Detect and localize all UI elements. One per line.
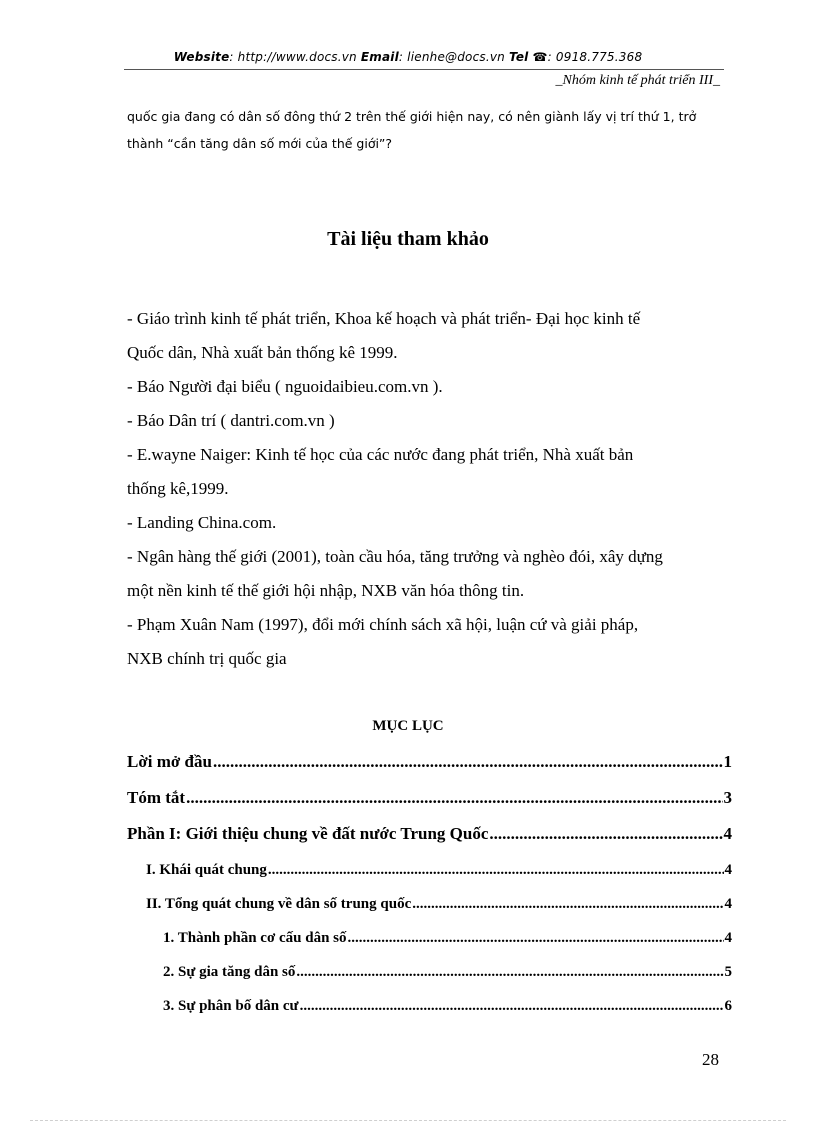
reference-line: Quốc dân, Nhà xuất bản thống kê 1999.	[127, 343, 398, 362]
toc-leader-dots	[268, 862, 724, 879]
toc-entry-text: 3. Sự phân bố dân cư	[163, 998, 299, 1014]
intro-line: quốc gia đang có dân số đông thứ 2 trên thế giới hiện nay, có nên giành lấy vị trí thứ 1, trở	[127, 109, 697, 124]
toc-entry-text: I. Khái quát chung	[146, 862, 267, 878]
toc-entry[interactable]	[127, 788, 732, 808]
toc-leader-dots	[348, 930, 724, 947]
toc-leader-dots	[412, 896, 723, 913]
website-label: Website	[173, 50, 230, 64]
toc-page-number: 4	[724, 896, 732, 912]
toc-entry-text: Tóm tắt	[127, 788, 186, 807]
toc-entry[interactable]	[163, 964, 732, 981]
page-number: 28	[702, 1050, 719, 1069]
toc-leader-dots	[489, 824, 722, 844]
toc-entry-text: 1. Thành phần cơ cấu dân số	[163, 930, 347, 946]
tel-value: : 0918.775.368	[547, 50, 643, 64]
header-divider	[124, 69, 724, 70]
email-label: Email	[360, 50, 399, 64]
toc-page-number: 5	[724, 964, 732, 980]
reference-line: - Ngân hàng thế giới (2001), toàn cầu hóa, tăng trưởng và nghèo đói, xây dựng	[127, 547, 663, 566]
toc-leader-dots	[186, 788, 722, 808]
toc-leader-dots	[213, 752, 723, 772]
reference-line: một nền kinh tế thế giới hội nhập, NXB văn hóa thông tin.	[127, 581, 525, 600]
toc-page-number: 4	[723, 824, 732, 843]
toc-entry[interactable]	[127, 752, 732, 772]
page-bottom-edge	[30, 1120, 786, 1121]
reference-line: - Báo Người đại biểu ( nguoidaibieu.com.vn ).	[127, 377, 443, 396]
toc-entry-text: 2. Sự gia tăng dân số	[163, 964, 296, 980]
website-value: : http://www.docs.vn	[229, 50, 357, 64]
toc-leader-dots	[300, 998, 724, 1015]
reference-line: - Giáo trình kinh tế phát triển, Khoa kế hoạch và phát triển- Đại học kinh tế	[127, 309, 641, 328]
reference-line: - E.wayne Naiger: Kinh tế học của các nước đang phát triển, Nhà xuất bản	[127, 445, 634, 464]
group-label: _Nhóm kinh tế phát triển III_	[555, 73, 720, 88]
email-value: : lienhe@docs.vn	[398, 50, 505, 64]
toc-leader-dots	[296, 964, 723, 981]
page-header	[0, 50, 816, 64]
reference-line: - Báo Dân trí ( dantri.com.vn )	[127, 411, 335, 430]
toc-entry[interactable]	[146, 896, 732, 913]
reference-line: - Landing China.com.	[127, 513, 277, 532]
references-list	[127, 302, 727, 676]
toc-entry-text: II. Tổng quát chung về dân số trung quốc	[146, 896, 412, 912]
toc-entry[interactable]	[127, 824, 732, 844]
reference-line: - Phạm Xuân Nam (1997), đổi mới chính sách xã hội, luận cứ và giải pháp,	[127, 615, 639, 634]
phone-icon: ☎	[532, 50, 548, 64]
toc-entry[interactable]	[163, 998, 732, 1015]
tel-label: Tel	[508, 50, 529, 64]
intro-line: thành “cần tăng dân số mới của thế giới”?	[127, 136, 393, 151]
references-title: Tài liệu tham khảo	[327, 228, 489, 250]
toc-page-number: 1	[723, 752, 732, 771]
reference-line: thống kê,1999.	[127, 479, 229, 498]
toc-page-number: 6	[724, 998, 732, 1014]
toc-title: MỤC LỤC	[372, 718, 444, 734]
intro-paragraph	[127, 103, 723, 157]
toc-page-number: 3	[723, 788, 732, 807]
toc-page-number: 4	[724, 862, 732, 878]
toc-entry-text: Lời mở đầu	[127, 752, 212, 771]
reference-line: NXB chính trị quốc gia	[127, 649, 287, 668]
toc-entry[interactable]	[146, 862, 732, 879]
toc-entry[interactable]	[163, 930, 732, 947]
toc-entry-text: Phần I: Giới thiệu chung về đất nước Trung Quốc	[127, 824, 489, 843]
toc-page-number: 4	[724, 930, 732, 946]
